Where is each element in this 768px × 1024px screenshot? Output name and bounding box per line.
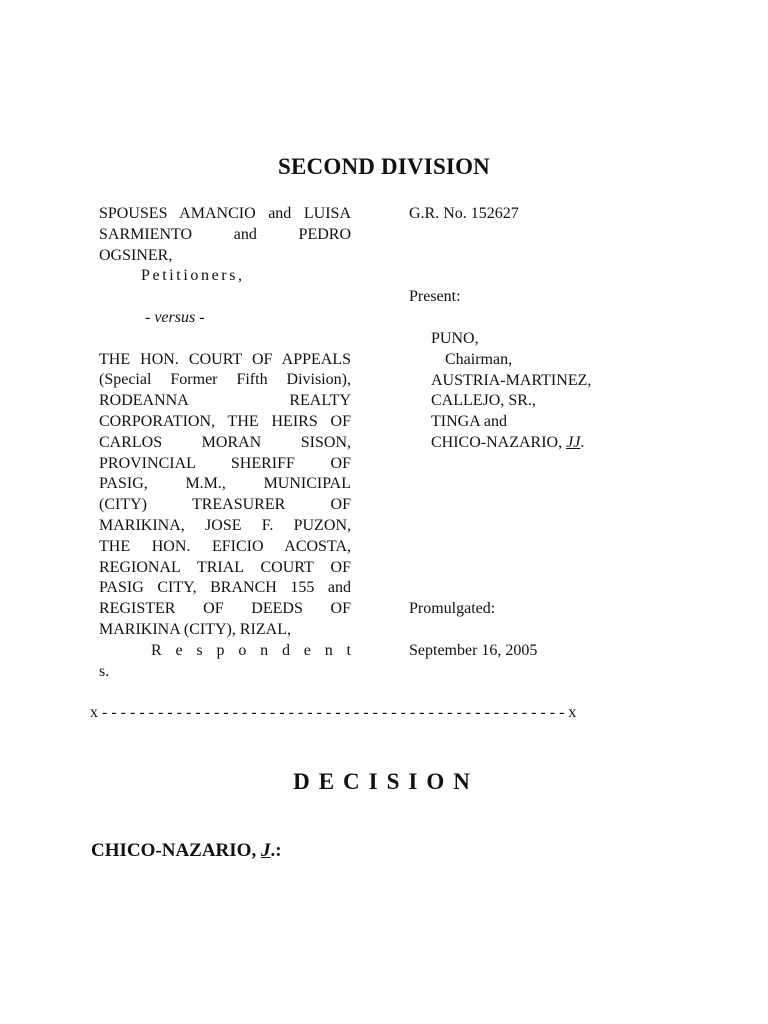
respondent-line: (CITY) TREASURER OF (99, 496, 351, 514)
ponente-tail: .: (270, 840, 282, 861)
respondents-label-tail: s. (99, 662, 110, 680)
respondent-line: PROVINCIAL SHERIFF OF (99, 454, 351, 472)
justice-chairman: Chairman, (445, 350, 513, 368)
ponente-j: J (260, 840, 271, 861)
justice-tinga: TINGA and (431, 413, 507, 431)
present-label: Present: (409, 288, 461, 305)
justice-puno: PUNO, (431, 330, 479, 347)
respondent-line: (Special Former Fifth Division), (99, 371, 351, 389)
promulgated-label: Promulgated: (409, 600, 496, 617)
respondent-line: MARIKINA (CITY), RIZAL, (99, 620, 291, 638)
ponente (91, 840, 282, 862)
respondent-line: MARIKINA, JOSE F. PUZON, (99, 516, 351, 534)
section-divider: x - - - - - - - - - - - - - - - - - - - - - - - - - - - - - - - - - - - - - - - - - - - - - - - - - - x (90, 704, 577, 721)
parties-column (99, 204, 351, 682)
versus-dash-right: - (195, 308, 205, 326)
respondent-line: THE HON. EFICIO ACOSTA, (99, 537, 351, 555)
decision-title: DECISION (293, 769, 479, 794)
respondent-line: PASIG CITY, BRANCH 155 and (99, 579, 351, 597)
respondent-line: REGISTER OF DEEDS OF (99, 600, 351, 618)
respondents-label: R e s p o n d e n t (151, 641, 351, 659)
jj-tail: . (580, 433, 585, 451)
respondent-line: PASIG, M.M., MUNICIPAL (99, 475, 351, 493)
respondent-line: CORPORATION, THE HEIRS OF (99, 412, 351, 430)
respondent-line: THE HON. COURT OF APPEALS (99, 350, 351, 368)
justice-callejo: CALLEJO, SR., (431, 392, 536, 410)
jj-abbrev: JJ (566, 433, 581, 451)
ponente-name: CHICO-NAZARIO, (91, 840, 261, 861)
justices-list (431, 329, 591, 454)
respondent-line: REGIONAL TRIAL COURT OF (99, 558, 351, 576)
respondents-list (99, 350, 351, 641)
division-heading: SECOND DIVISION (278, 154, 490, 179)
justice-austria-martinez: AUSTRIA-MARTINEZ, (431, 371, 592, 389)
respondent-line: CARLOS MORAN SISON, (99, 433, 351, 451)
petitioners-label: Petitioners, (141, 267, 245, 285)
respondent-line: RODEANNA REALTY (99, 392, 351, 410)
versus-word: versus (154, 308, 196, 326)
justice-chico-nazario-name: CHICO-NAZARIO, (431, 433, 567, 451)
petitioners-line-3: OGSINER, (99, 246, 173, 264)
versus-line (99, 308, 351, 329)
petitioners-line-2: SARMIENTO and PEDRO (99, 225, 351, 243)
versus-dash-left: - (145, 308, 155, 326)
promulgated-date: September 16, 2005 (409, 642, 538, 659)
petitioners-line-1: SPOUSES AMANCIO and LUISA (99, 205, 351, 222)
justice-chico-nazario (431, 433, 591, 454)
gr-number: G.R. No. 152627 (409, 205, 519, 222)
